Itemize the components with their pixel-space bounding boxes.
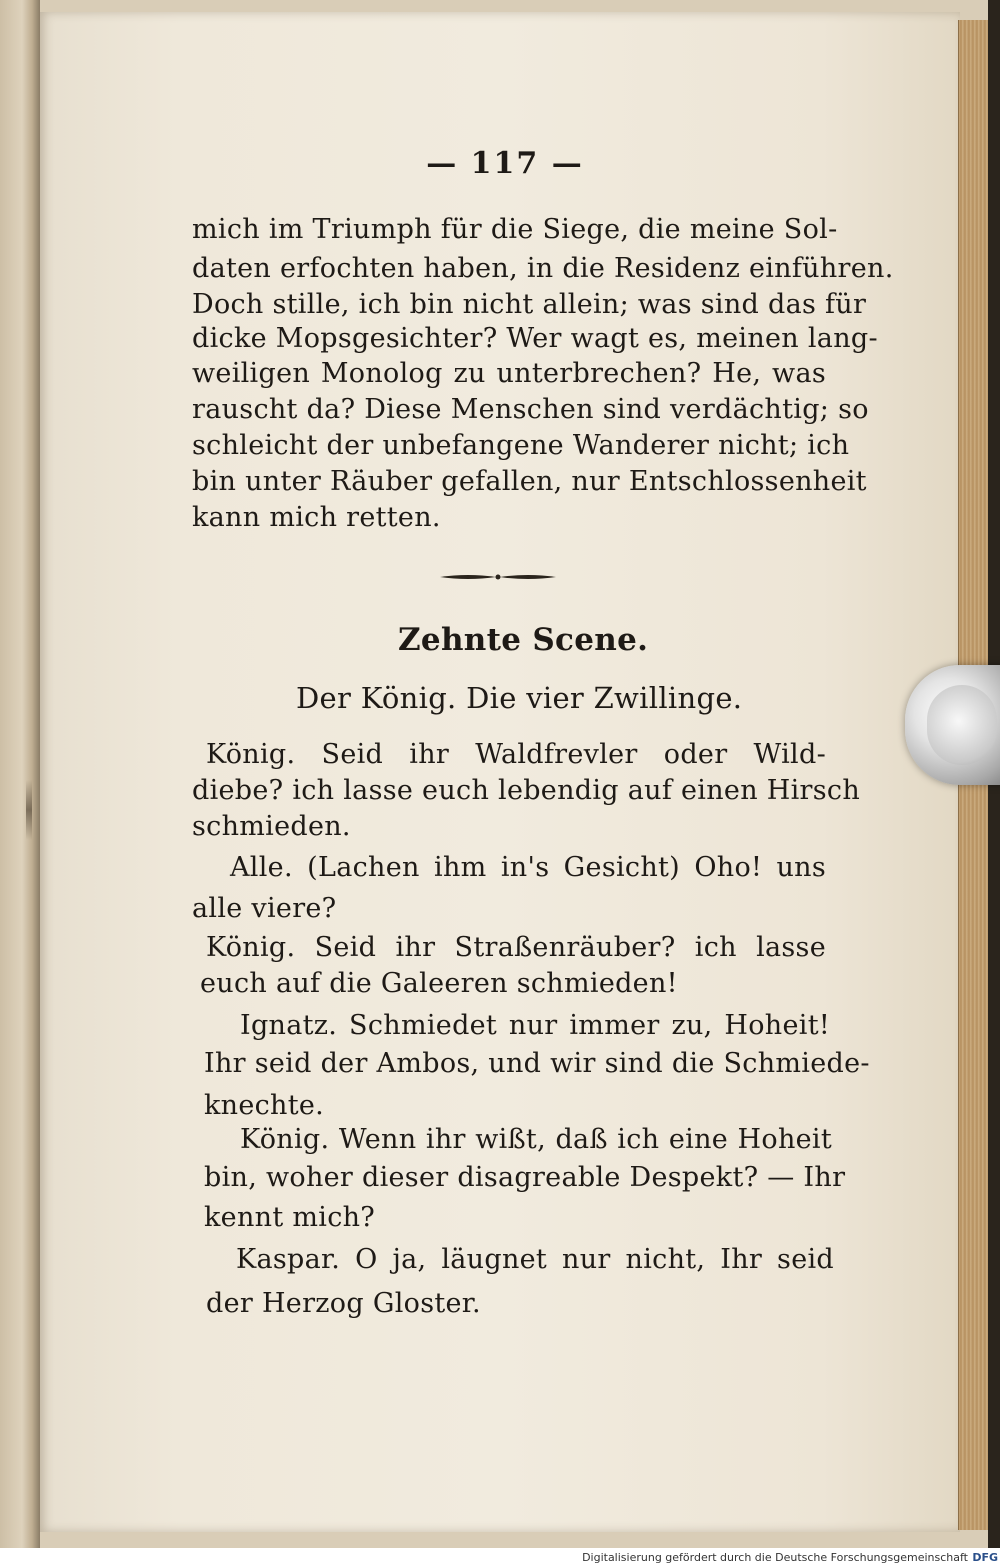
section-divider-ornament <box>438 570 558 584</box>
left-page-edge <box>0 0 40 1548</box>
dialogue-line: Alle. (Lachen ihm in's Gesicht) Oho! uns <box>230 852 826 883</box>
text-line: weiligen Monolog zu unterbrechen? He, was <box>192 358 826 389</box>
gutter-stain <box>26 780 32 840</box>
text-line: daten erfochten haben, in die Residenz einführen. <box>192 253 894 284</box>
text-line: kann mich retten. <box>192 502 441 533</box>
dialogue-line: König. Wenn ihr wißt, daß ich eine Hoheit <box>240 1124 832 1155</box>
text-line: bin unter Räuber gefallen, nur Entschlossenheit <box>192 466 867 497</box>
dialogue-line: König. Seid ihr Straßenräuber? ich lasse <box>206 932 826 963</box>
clamp-glass <box>927 685 997 765</box>
dfg-logo: DFG <box>972 1551 998 1564</box>
text-line: mich im Triumph für die Siege, die meine Sol- <box>192 214 838 245</box>
text-line: schleicht der unbefangene Wanderer nicht; ich <box>192 430 850 461</box>
text-line: dicke Mopsgesichter? Wer wagt es, meinen lang- <box>192 323 878 354</box>
scene-characters: Der König. Die vier Zwillinge. <box>296 681 743 715</box>
dialogue-line: König. Seid ihr Waldfrevler oder Wild- <box>206 739 826 770</box>
dialogue-line: schmieden. <box>192 811 351 842</box>
dialogue-line: bin, woher dieser disagreable Despekt? — Ihr <box>204 1162 846 1193</box>
dialogue-line: Ignatz. Schmiedet nur immer zu, Hoheit! <box>240 1010 830 1041</box>
dialogue-line: kennt mich? <box>204 1202 376 1233</box>
dialogue-line: alle viere? <box>192 893 337 924</box>
dialogue-line: euch auf die Galeeren schmieden! <box>200 968 678 999</box>
text-line: rauscht da? Diese Menschen sind verdächtig; so <box>192 394 869 425</box>
dialogue-line: Kaspar. O ja, läugnet nur nicht, Ihr seid <box>236 1244 834 1275</box>
dialogue-line: Ihr seid der Ambos, und wir sind die Schmiede- <box>204 1048 870 1079</box>
funding-credit: Digitalisierung gefördert durch die Deutsche Forschungsgemeinschaft <box>582 1551 968 1564</box>
footer-bar <box>0 1548 1000 1568</box>
page-weight-clamp <box>905 665 1000 785</box>
dialogue-line: der Herzog Gloster. <box>206 1288 481 1319</box>
dialogue-line: diebe? ich lasse euch lebendig auf einen Hirsch <box>192 775 861 806</box>
dialogue-line: knechte. <box>204 1090 325 1121</box>
scene-heading: Zehnte Scene. <box>398 622 649 658</box>
text-line: Doch stille, ich bin nicht allein; was sind das für <box>192 289 867 320</box>
page-number: — 117 — <box>426 146 584 181</box>
